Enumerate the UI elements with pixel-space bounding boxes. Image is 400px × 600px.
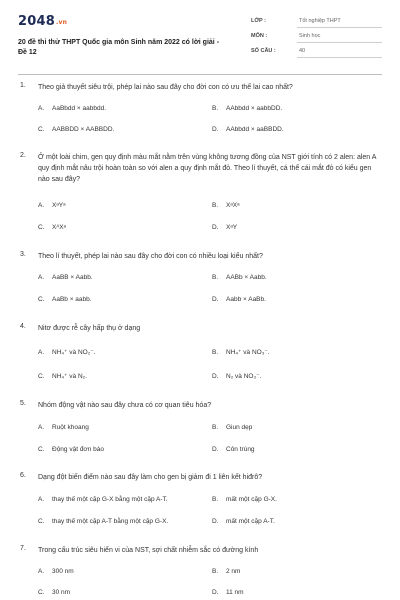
question-text: Trong cấu trúc siêu hiển vi của NST, sợi chất nhiễm sắc có đường kính — [38, 547, 259, 554]
option-text: AABBDD × AABBDD. — [52, 126, 115, 133]
meta-key: MÔN : — [251, 33, 268, 39]
option-d[interactable] — [212, 589, 244, 596]
option-text: Giun dẹp — [226, 424, 253, 431]
option-letter: C. — [38, 224, 45, 231]
question-text: Nitơ được rễ cây hấp thụ ở dạng — [38, 325, 141, 332]
option-text: Động vật đơn bào — [52, 446, 104, 453]
meta-divider — [297, 42, 382, 43]
option-letter: D. — [212, 373, 219, 380]
option-text: mất một cặp A-T. — [226, 518, 275, 525]
site-logo[interactable] — [18, 14, 67, 29]
option-b[interactable] — [212, 496, 277, 503]
page-header — [18, 14, 382, 66]
option-letter: B. — [212, 424, 219, 431]
option-letter: A. — [38, 202, 45, 209]
question-text: Theo giả thuyết siêu trội, phép lai nào sau đây cho đời con có ưu thế lai cao nhất? — [38, 84, 293, 91]
option-c[interactable] — [38, 589, 70, 596]
meta-value: Sinh học — [299, 33, 321, 39]
option-letter: D. — [212, 589, 219, 596]
meta-value: Tốt nghiệp THPT — [299, 18, 341, 24]
option-letter: C. — [38, 518, 45, 525]
question-text: Ở một loài chim, gen quy định màu mắt nằm trên vùng không tương đồng của NST giới tính có 2 alen: alen A quy định mắt nâu trội hoàn toàn so với alen a quy định mắt đỏ. Theo lí thuyết, cá thể cái mắt đỏ có kiểu gen nào sau đây? — [38, 154, 377, 183]
option-text: mất một cặp G-X. — [226, 496, 277, 503]
option-d[interactable] — [212, 518, 275, 525]
option-c[interactable] — [38, 518, 168, 525]
option-letter: A. — [38, 105, 45, 112]
option-letter: A. — [38, 424, 45, 431]
option-text: NH₄⁺ và N₂. — [52, 373, 87, 380]
option-c[interactable] — [38, 296, 92, 303]
question-text: Dạng đột biến điểm nào sau đây làm cho gen bị giảm đi 1 liên kết hiđrô? — [38, 474, 263, 481]
option-letter: A. — [38, 568, 45, 575]
meta-value: 40 — [299, 48, 306, 54]
meta-key: SỐ CÂU : — [251, 48, 276, 54]
question-4 — [18, 323, 382, 383]
option-c[interactable] — [38, 224, 66, 231]
option-letter: C. — [38, 446, 45, 453]
logo-text: 2048 — [18, 14, 55, 29]
option-text: XᵃXᵃ — [226, 202, 240, 209]
question-number: 4. — [20, 323, 26, 330]
option-letter: A. — [38, 274, 45, 281]
meta-row-class — [251, 18, 382, 33]
option-letter: D. — [212, 446, 219, 453]
option-letter: D. — [212, 224, 219, 231]
option-text: XᵃYᵃ — [52, 202, 66, 209]
option-text: Aabb × AaBb. — [226, 296, 266, 303]
option-text: NH₄⁺ và NO₂⁻. — [52, 349, 96, 356]
option-letter: B. — [212, 274, 219, 281]
option-c[interactable] — [38, 126, 114, 133]
option-letter: B. — [212, 202, 219, 209]
option-a[interactable] — [38, 348, 95, 356]
question-number: 6. — [20, 472, 26, 479]
question-number: 1. — [20, 82, 26, 89]
option-text: XᵃY — [226, 224, 238, 231]
option-a[interactable] — [38, 274, 93, 281]
option-text: Ruột khoang — [52, 424, 89, 431]
option-text: AaBB × Aabb. — [52, 274, 93, 281]
option-text: AABb × Aabb. — [226, 274, 267, 281]
question-text: Theo lí thuyết, phép lai nào sau đây cho đời con có nhiều loại kiểu nhất? — [38, 253, 263, 260]
option-text: AAbbdd × aaBBDD. — [226, 126, 284, 133]
option-a[interactable] — [38, 105, 106, 112]
meta-key: LỚP : — [251, 18, 266, 24]
option-letter: B. — [212, 568, 219, 575]
meta-divider — [297, 57, 382, 58]
option-text: AAbbdd × aabbDD. — [226, 105, 283, 112]
option-text: N₂ và NO₃⁻. — [226, 373, 262, 380]
option-text: AaBb × aabb. — [52, 296, 92, 303]
meta-divider — [297, 27, 382, 28]
option-a[interactable] — [38, 424, 89, 431]
option-b[interactable] — [212, 202, 240, 209]
option-letter: C. — [38, 126, 45, 133]
option-letter: D. — [212, 126, 219, 133]
option-text: 300 nm — [52, 568, 74, 575]
option-b[interactable] — [212, 105, 282, 112]
option-letter: B. — [212, 349, 219, 356]
question-3 — [18, 251, 382, 307]
option-letter: A. — [38, 496, 45, 503]
meta-info — [251, 18, 382, 63]
option-b[interactable] — [212, 424, 252, 431]
option-letter: C. — [38, 373, 45, 380]
question-7 — [18, 545, 382, 600]
option-b[interactable] — [212, 348, 270, 356]
header-divider — [18, 74, 382, 75]
option-letter: A. — [38, 349, 45, 356]
meta-row-count — [251, 48, 382, 63]
question-number: 7. — [20, 545, 26, 552]
option-letter: C. — [38, 589, 45, 596]
question-1 — [18, 82, 382, 138]
option-a[interactable] — [38, 202, 66, 209]
option-b[interactable] — [212, 568, 240, 575]
logo-tld: .vn — [55, 19, 68, 26]
option-d[interactable] — [212, 296, 266, 303]
question-5 — [18, 400, 382, 456]
option-d[interactable] — [212, 224, 237, 231]
question-number: 5. — [20, 400, 26, 407]
option-a[interactable] — [38, 496, 168, 503]
option-d[interactable] — [212, 126, 284, 133]
option-text: thay thế một cặp G-X bằng một cặp A-T. — [52, 496, 168, 503]
option-letter: C. — [38, 296, 45, 303]
option-a[interactable] — [38, 568, 74, 575]
question-2 — [18, 152, 382, 236]
option-text: Côn trùng — [226, 446, 255, 453]
question-6 — [18, 472, 382, 528]
question-text: Nhóm động vật nào sau đây chưa có cơ quan tiêu hóa? — [38, 402, 212, 409]
option-d[interactable] — [212, 446, 255, 453]
option-c[interactable] — [38, 446, 104, 453]
option-letter: D. — [212, 518, 219, 525]
option-letter: D. — [212, 296, 219, 303]
meta-row-subject — [251, 33, 382, 48]
option-text: 11 nm — [226, 589, 244, 596]
option-b[interactable] — [212, 274, 267, 281]
option-text: AaBbdd × aabbdd. — [52, 105, 107, 112]
option-text: 30 nm — [52, 589, 71, 596]
option-text: thay thế một cặp A-T bằng một cặp G-X. — [52, 518, 169, 525]
option-text: 2 nm — [226, 568, 241, 575]
option-letter: B. — [212, 496, 219, 503]
option-text: NH₄⁺ và NO₃⁻. — [226, 349, 270, 356]
question-number: 3. — [20, 251, 26, 258]
question-number: 2. — [20, 152, 26, 159]
option-letter: B. — [212, 105, 219, 112]
option-d[interactable] — [212, 372, 261, 380]
document-title: 20 đề thi thử THPT Quốc gia môn Sinh năm 2022 có lời giải - Đề 12 — [18, 39, 220, 56]
option-text: XᴬXᵃ — [52, 224, 67, 231]
option-c[interactable] — [38, 372, 87, 380]
